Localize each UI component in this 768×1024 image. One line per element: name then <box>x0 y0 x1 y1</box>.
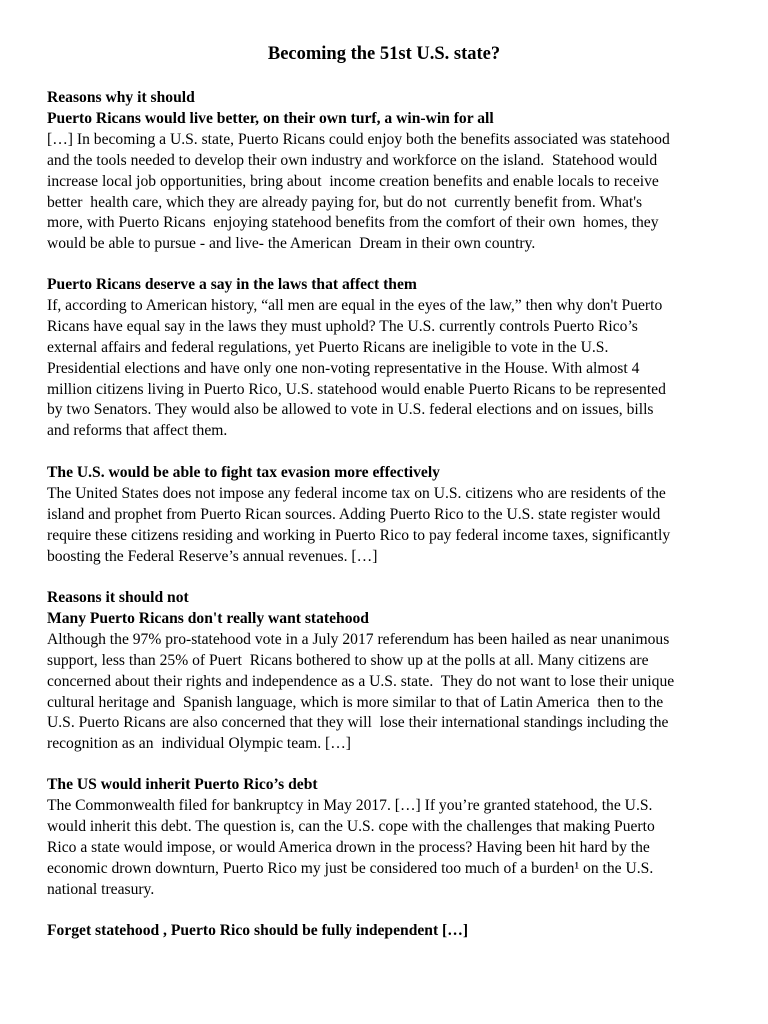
section-paragraph <box>47 296 727 442</box>
paragraph-line: million citizens living in Puerto Rico, U.S. statehood would enable Puerto Ricans to be represented <box>47 380 666 398</box>
section-heading: Puerto Ricans deserve a say in the laws that affect them <box>47 276 417 293</box>
page-title: Becoming the 51st U.S. state? <box>267 44 501 64</box>
section-paragraph <box>47 796 727 901</box>
paragraph-line: If, according to American history, “all men are equal in the eyes of the law,” then why don't Puerto <box>47 296 663 314</box>
section-should-live-better <box>47 88 727 255</box>
section-heading: Puerto Ricans would live better, on their own turf, a win-win for all <box>47 109 494 127</box>
section-tax-evasion <box>47 463 727 568</box>
paragraph-line: boosting the Federal Reserve’s annual revenues. […] <box>47 547 378 565</box>
section-heading: Forget statehood , Puerto Rico should be fully independent […] <box>47 922 469 939</box>
section-heading: Many Puerto Ricans don't really want statehood <box>47 609 369 627</box>
paragraph-line: The Commonwealth filed for bankruptcy in May 2017. […] If you’re granted statehood, the U.S. <box>47 796 653 814</box>
paragraph-line: national treasury. <box>47 880 155 898</box>
group-heading-reasons-should-not: Reasons it should not <box>47 589 189 606</box>
paragraph-line: concerned about their rights and independence as a U.S. state. They do not want to lose their unique <box>47 672 675 690</box>
paragraph-line: increase local job opportunities, bring about income creation benefits and enable locals to receive <box>47 172 659 190</box>
paragraph-line: would be able to pursue - and live- the American Dream in their own country. <box>47 235 536 253</box>
paragraph-line: economic drown downturn, Puerto Rico my just be considered too much of a burden¹ on the U.S. <box>47 859 654 877</box>
paragraph-line: recognition as an individual Olympic team. […] <box>47 735 352 753</box>
section-paragraph <box>47 630 727 755</box>
group-heading-reasons-should: Reasons why it should <box>47 89 195 106</box>
paragraph-line: more, with Puerto Ricans enjoying statehood benefits from the comfort of their own homes, they <box>47 214 659 232</box>
paragraph-line: external affairs and federal regulations, yet Puerto Ricans are ineligible to vote in the U.S. <box>47 338 609 356</box>
paragraph-line: U.S. Puerto Ricans are also concerned that they will lose their international standings including the <box>47 714 669 732</box>
paragraph-line: Although the 97% pro-statehood vote in a July 2017 referendum has been hailed as near unanimous <box>47 630 670 648</box>
paragraph-line: better health care, which they are already paying for, but do not currently benefit from. What's <box>47 193 643 211</box>
section-say-in-laws <box>47 275 727 442</box>
paragraph-line: island and prophet from Puerto Rican sources. Adding Puerto Rico to the U.S. state register would <box>47 505 661 523</box>
paragraph-line: Ricans have equal say in the laws they must uphold? The U.S. currently controls Puerto Rico’s <box>47 317 638 335</box>
paragraph-line: by two Senators. They would also be allowed to vote in U.S. federal elections and on issues, bills <box>47 401 654 419</box>
section-paragraph <box>47 130 727 255</box>
paragraph-line: and the tools needed to develop their own industry and workforce on the island. Statehood would <box>47 151 658 169</box>
section-independence <box>47 921 727 942</box>
section-heading: The US would inherit Puerto Rico’s debt <box>47 776 318 793</box>
paragraph-line: would inherit this debt. The question is, can the U.S. cope with the challenges that making Puerto <box>47 817 655 835</box>
paragraph-line: The United States does not impose any federal income tax on U.S. citizens who are residents of the <box>47 484 666 502</box>
paragraph-line: support, less than 25% of Puert Ricans bothered to show up at the polls at all. Many citizens are <box>47 651 649 669</box>
section-paragraph <box>47 484 727 568</box>
section-heading: The U.S. would be able to fight tax evasion more effectively <box>47 464 440 481</box>
paragraph-line: […] In becoming a U.S. state, Puerto Ricans could enjoy both the benefits associated was statehood <box>47 130 670 148</box>
paragraph-line: cultural heritage and Spanish language, which is more similar to that of Latin America then to the <box>47 693 664 711</box>
section-dont-want-statehood <box>47 588 727 755</box>
paragraph-line: and reforms that affect them. <box>47 422 228 440</box>
paragraph-line: Rico a state would impose, or would America drown in the process? Having been hit hard by the <box>47 838 650 856</box>
section-inherit-debt <box>47 775 727 900</box>
paragraph-line: Presidential elections and have only one non-voting representative in the House. With almost 4 <box>47 359 640 377</box>
paragraph-line: require these citizens residing and working in Puerto Rico to pay federal income taxes, significantly <box>47 526 671 544</box>
